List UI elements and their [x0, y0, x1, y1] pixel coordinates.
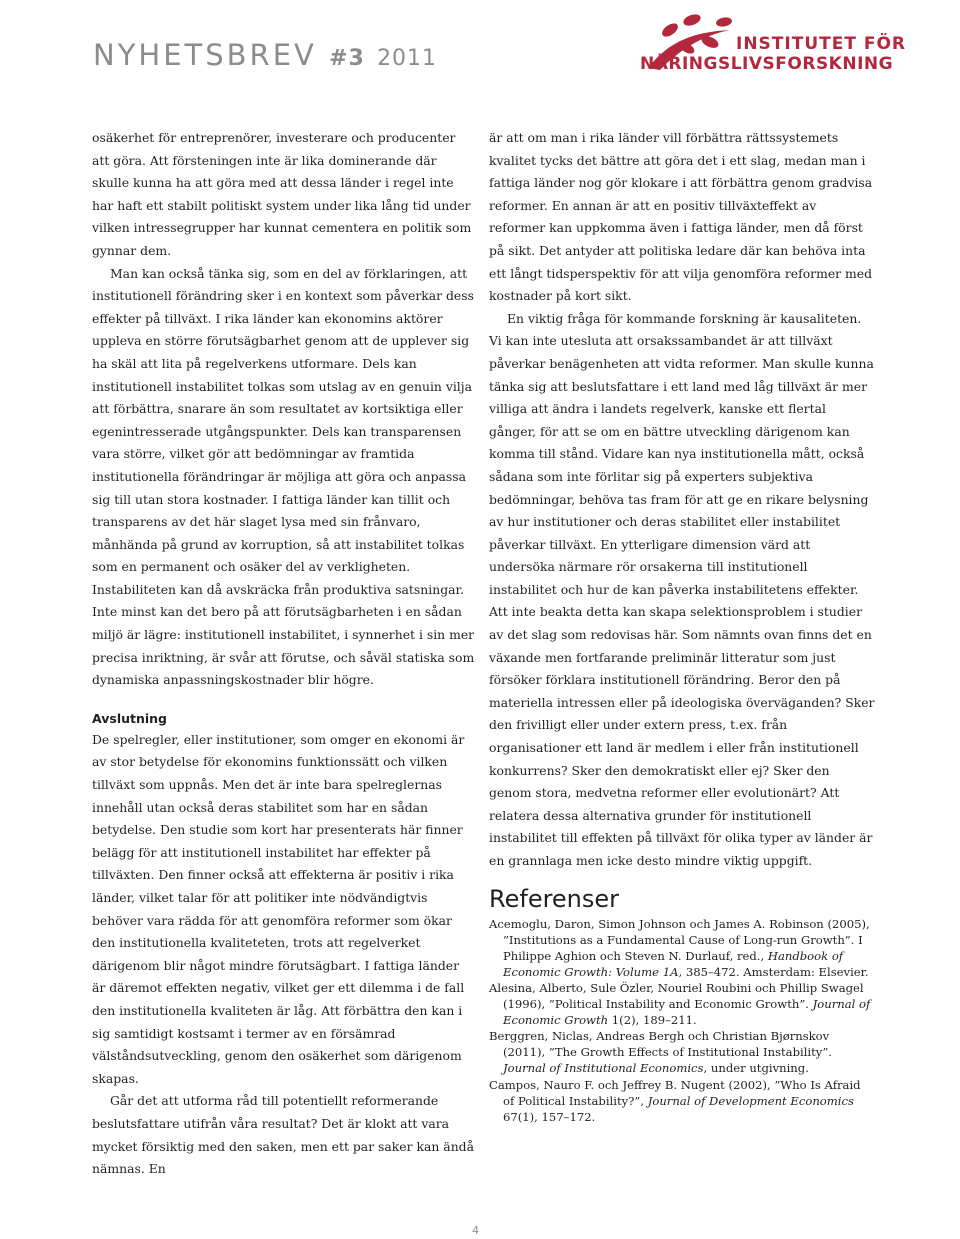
reference-item [489, 980, 875, 1028]
reference-item [489, 1028, 875, 1076]
newsletter-name: NYHETSBREV [93, 38, 317, 72]
page-number: 4 [472, 1224, 479, 1237]
reference-item [489, 916, 875, 980]
reference-source: Journal of Development Economics [647, 1093, 854, 1108]
left-column [92, 127, 476, 1181]
reference-text: Campos, Nauro F. och Jeffrey B. Nugent (2002), ”Who Is Afraid of Political Instability?”, [489, 1077, 861, 1108]
reference-text: , 385–472. Amsterdam: Elsevier. [678, 964, 869, 979]
right-column [489, 127, 875, 1125]
section-heading: Avslutning [92, 710, 168, 726]
reference-source: Journal of Institutional Economics [503, 1061, 704, 1076]
reference-item [489, 1077, 875, 1125]
issue-year: 2011 [377, 46, 438, 71]
issue-number: #3 [329, 46, 365, 71]
references-heading: Referenser [489, 884, 620, 913]
reference-text: Alesina, Alberto, Sule Özler, Nouriel Roubini och Phillip Swagel (1996), ”Political Instability and Economic Growth”. [489, 980, 864, 1012]
reference-text: 1(2), 189–211. [608, 1013, 697, 1028]
newsletter-title [93, 38, 437, 72]
paragraph: De spelregler, eller institutioner, som omger en ekonomi är av stor betydelse för ekonomins funktionssätt och vilken tillväxt som uppnås. Men det är inte bara spelreglernas innehåll utan också deras stabilitet som har en sådan betydelse. Den studie som kort har presenterats här finner belägg för att institutionell instabilitet har effekter på tillväxten. Den finner också att effekterna är positiv i rika länder, vilket talar för att politiker inte nödvändigtvis behöver vara rädda för att genomföra reformer som ökar den institutionella kvaliteteten, trots att regelverket därigenom blir något mindre förutsägbart. I fattiga länder är däremot effekten negativ, vilket ger ett dilemma i de fall den institutionella kvaliteten är låg. Att förbättra den kan i sig samtidigt kostsamt i termer av en försämrad välståndsutveckling, genom den osäkerhet som därigenom skapas. [92, 731, 465, 1086]
reference-text: 67(1), 157–172. [503, 1109, 596, 1124]
reference-text: , under utgivning. [703, 1061, 809, 1076]
paragraph: osäkerhet för entreprenörer, investerare och producenter att göra. Att försteningen inte är lika dominerande där skulle kunna ha att göra med att dessa länder i regel inte har haft ett stabilt politiskt system under lika lång tid under vilken intressegrupper har kunnat cementera en politik som gynnar dem. [92, 130, 472, 258]
paragraph: En viktig fråga för kommande forskning är kausaliteten. Vi kan inte utesluta att orsakssambandet är att tillväxt påverkar benägenheten att vidta reformer. Man skulle kunna tänka sig att beslutsfattare i ett land med låg tillväxt är mer villiga att ändra i landets regelverk, kanske ett flertal gånger, för att se om en bättre utveckling därigenom kan komma till stånd. Vidare kan nya institutionella mått, också sådana som inte förlitar sig på experters subjektiva bedömningar, behöva tas fram för att ge en rikare belysning av hur institutioner och deras stabilitet eller instabilitet påverkar tillväxt. En ytterligare dimension värd att undersöka närmare rör orsakerna till institutionell instabilitet och hur de kan påverka instabilitetens effekter. Att inte beakta detta kan skapa selektionsproblem i studier av det slag som redovisas här. Som nämnts ovan finns det en växande men fortfarande preliminär litteratur som just försöker förklara institutionell förändring. Beror den på materiella intressen eller på ideologiska överväganden? Sker den frivilligt eller under extern press, t.ex. från organisationer ett land är medlem i eller från institutionell konkurrens? Sker den demokratiskt eller ej? Sker den genom stora, medvetna reformer eller evolutionärt? Att relatera dessa alternativa grunder för institutionell instabilitet till effekten på tillväxt för olika typer av länder är en grannlaga men icke desto mindre viktig uppgift. [489, 310, 875, 868]
institute-logo-text [640, 34, 906, 74]
paragraph: är att om man i rika länder vill förbättra rättssystemets kvalitet tycks det bättre att göra det i ett slag, medan man i fattiga länder nog gör klokare i att förbättra genom gradvisa reformer. En annan är att en positiv tillväxteffekt av reformer kan uppkomma även i fattiga länder, men då först på sikt. Det antyder att politiska ledare där kan behöva inta ett långt tidsperspektiv för att vilja genomföra reformer med kostnader på kort sikt. [489, 130, 873, 304]
reference-source: Handbook of Economic Growth: Volume 1A [503, 948, 844, 979]
logo-line-2: NÄRINGSLIVSFORSKNING [640, 54, 894, 74]
page-header [0, 0, 960, 90]
reference-text: Acemoglu, Daron, Simon Johnson och James A. Robinson (2005), ”Institutions as a Fundamental Cause of Long-run Growth”. I Philippe Aghion och Steven N. Durlauf, red., [489, 916, 870, 963]
reference-source: Journal of Economic Growth [503, 997, 871, 1028]
paragraph: Går det att utforma råd till potentiellt reformerande beslutsfattare utifrån våra resultat? Det är klokt att vara mycket försiktig med den saken, men ett par saker kan ändå nämnas. En [92, 1093, 474, 1177]
reference-list [489, 916, 875, 1125]
reference-text: Berggren, Niclas, Andreas Bergh och Christian Bjørnskov (2011), ”The Growth Effects of Institutional Instability”. [489, 1029, 832, 1060]
logo-line-1: INSTITUTET FÖR [736, 34, 906, 54]
paragraph: Man kan också tänka sig, som en del av förklaringen, att institutionell förändring sker i en kontext som påverkar dess effekter på tillväxt. I rika länder kan ekonomins aktörer uppleva en större förutsägbarhet genom att de upplever sig ha skäl att lita på regelverkens utformare. Dels kan institutionell instabilitet tolkas som utslag av en genuin vilja att förbättra, snarare än som resultatet av kortsiktiga eller egenintresserade utgångspunkter. Dels kan transparensen vara större, vilket gör att bedömningar av framtida institutionella förändringar är möjliga att göra och anpassa sig till utan stora kostnader. I fattiga länder kan tillit och transparens av det här slaget lysa med sin frånvaro, månhända på grund av korruption, så att instabilitet tolkas som en permanent och osäker del av verkligheten. Instabiliteten kan då avskräcka från produktiva satsningar. Inte minst kan det bero på att förutsägbarheten i en sådan miljö är lägre: institutionell instabilitet, i synnerhet i sin mer precisa inriktning, är svår att förutse, och såväl statiska som dynamiska anpassningskostnader blir högre. [92, 265, 475, 688]
